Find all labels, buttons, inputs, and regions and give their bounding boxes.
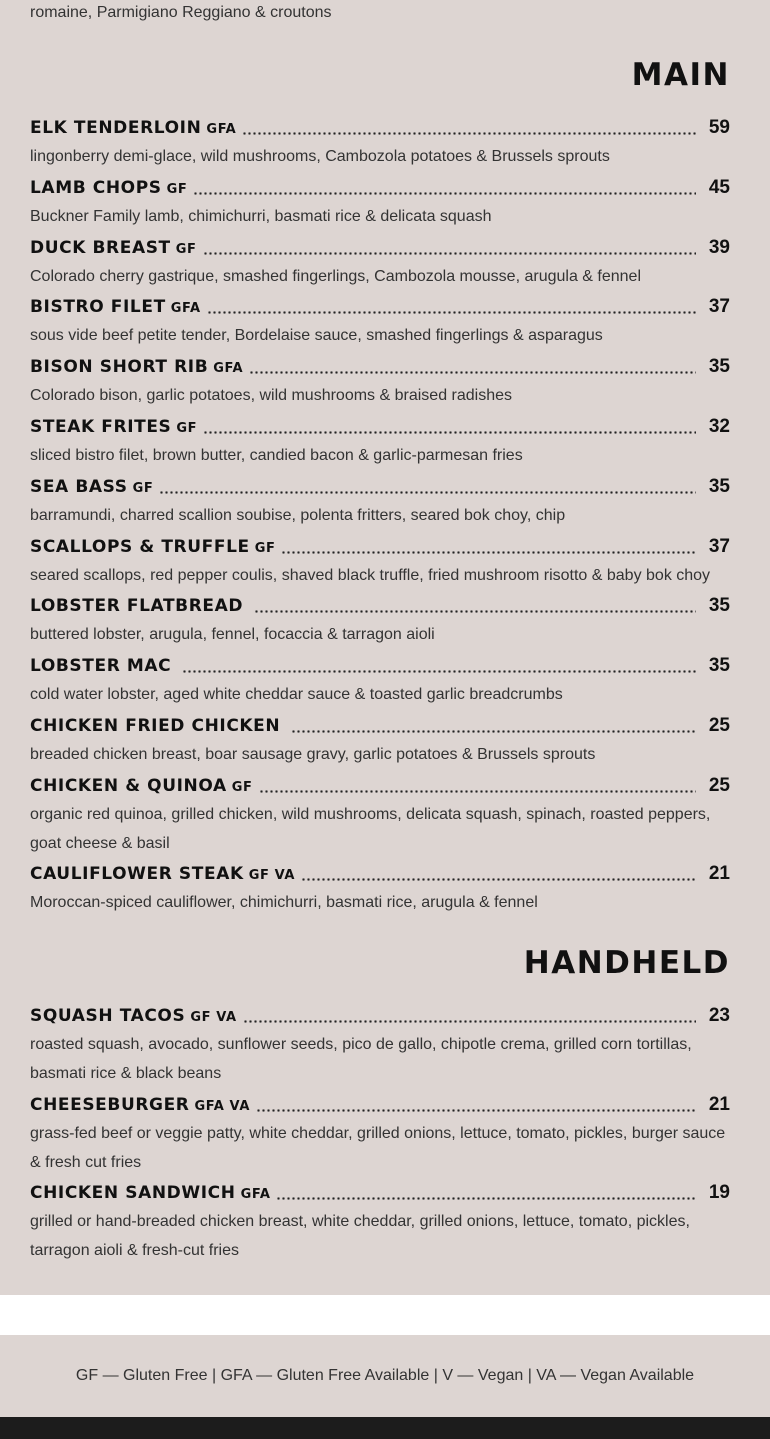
legend-text: GF — Gluten Free | GFA — Gluten Free Available | V — Vegan | VA — Vegan Available [75,1367,695,1384]
item-tag: GF VA [248,868,296,883]
item-tag: GF VA [190,1010,237,1025]
item-tag: GFA VA [194,1099,250,1114]
item-price: 23 [708,1005,730,1026]
item-description: Moroccan-spiced cauliflower, chimichurri, basmati rice, arugula & fennel [30,894,538,911]
menu-item [30,775,730,858]
item-description: Colorado bison, garlic potatoes, wild mushrooms & braised radishes [30,387,513,404]
section-title-handheld: HANDHELD [523,945,730,981]
menu-item [30,655,730,709]
item-description: grass-fed beef or veggie patty, white cheddar, grilled onions, lettuce, tomato, pickles, burger sauce & fresh cut fries [30,1125,726,1171]
item-name: BISTRO FILET [30,297,166,317]
dot-leader [301,878,696,881]
item-description: romaine, Parmigiano Reggiano & croutons [30,4,332,21]
dot-leader [243,1020,696,1023]
dot-leader [249,371,696,374]
item-tag: GF [175,242,197,257]
item-price: 35 [708,655,730,676]
item-price: 37 [708,296,730,317]
item-description: roasted squash, avocado, sunflower seeds, pico de gallo, chipotle crema, grilled corn tortillas, basmati rice & black beans [30,1036,692,1082]
menu-item [30,536,730,590]
item-tag: GF [176,421,198,436]
item-name: SEA BASS [30,477,128,497]
item-description: sous vide beef petite tender, Bordelaise sauce, smashed fingerlings & asparagus [30,327,603,344]
item-price: 35 [708,356,730,377]
item-name: CHICKEN FRIED CHICKEN [30,716,281,736]
section-title-main: MAIN [631,57,730,93]
item-price: 25 [708,715,730,736]
item-description: breaded chicken breast, boar sausage gravy, garlic potatoes & Brussels sprouts [30,746,596,763]
dot-leader [207,311,696,314]
dot-leader [203,431,696,434]
item-name: SCALLOPS & TRUFFLE [30,537,250,557]
menu-item [30,356,730,410]
item-price: 25 [708,775,730,796]
item-tag: GFA [170,301,201,316]
menu-item [30,177,730,231]
item-tag: GF [231,780,253,795]
menu-item [30,476,730,530]
menu-item [30,1182,730,1265]
item-price: 35 [708,595,730,616]
item-description: buttered lobster, arugula, fennel, focaccia & tarragon aioli [30,626,435,643]
dot-leader [276,1197,696,1200]
item-price: 45 [708,177,730,198]
item-description: cold water lobster, aged white cheddar sauce & toasted garlic breadcrumbs [30,686,563,703]
dot-leader [254,610,696,613]
item-description: grilled or hand-breaded chicken breast, white cheddar, grilled onions, lettuce, tomato, pickles, tarragon aioli & fresh-cut fries [30,1213,690,1259]
item-price: 21 [708,863,730,884]
menu-item [30,595,730,649]
item-name: LOBSTER MAC [30,656,172,676]
dot-leader [281,551,696,554]
item-description: seared scallops, red pepper coulis, shaved black truffle, fried mushroom risotto & baby bok choy [30,567,711,584]
item-name: BISON SHORT RIB [30,357,209,377]
item-name: CHEESEBURGER [30,1095,190,1115]
menu-item [30,1094,730,1177]
menu-item [30,1005,730,1088]
item-name: STEAK FRITES [30,417,172,437]
item-tag: GFA [240,1187,271,1202]
item-price: 35 [708,476,730,497]
item-tag: GF [132,481,154,496]
item-price: 37 [708,536,730,557]
dot-leader [259,790,696,793]
dot-leader [193,192,696,195]
item-name: DUCK BREAST [30,238,171,258]
menu-item [30,296,730,350]
menu-item [30,416,730,470]
item-description: organic red quinoa, grilled chicken, wild mushrooms, delicata squash, spinach, roasted peppers, goat cheese & basil [30,806,711,852]
item-tag: GFA [206,122,237,137]
dot-leader [159,491,696,494]
item-tag: GFA [213,361,244,376]
item-tag: GF [166,182,188,197]
item-description: Buckner Family lamb, chimichurri, basmati rice & delicata squash [30,208,492,225]
item-price: 59 [708,117,730,138]
footer-bar [0,1417,770,1439]
menu-item [30,863,730,917]
item-price: 32 [708,416,730,437]
dietary-legend [0,1335,770,1417]
item-tag: GF [254,541,276,556]
dot-leader [203,252,696,255]
item-name: SQUASH TACOS [30,1006,186,1026]
item-description: barramundi, charred scallion soubise, polenta fritters, seared bok choy, chip [30,507,566,524]
item-name: CHICKEN & QUINOA [30,776,227,796]
menu-item [30,117,730,171]
item-name: LOBSTER FLATBREAD [30,596,244,616]
item-description: sliced bistro filet, brown butter, candied bacon & garlic-parmesan fries [30,447,523,464]
dot-leader [182,670,696,673]
menu-item [30,237,730,291]
item-name: CHICKEN SANDWICH [30,1183,236,1203]
item-price: 21 [708,1094,730,1115]
item-price: 39 [708,237,730,258]
section-gap [0,1295,770,1335]
item-price: 19 [708,1182,730,1203]
item-name: CAULIFLOWER STEAK [30,864,244,884]
menu-item [30,715,730,769]
item-name: ELK TENDERLOIN [30,118,202,138]
dot-leader [256,1109,696,1112]
item-description: Colorado cherry gastrique, smashed fingerlings, Cambozola mousse, arugula & fennel [30,268,641,285]
item-name: LAMB CHOPS [30,178,162,198]
dot-leader [242,132,696,135]
item-description: lingonberry demi-glace, wild mushrooms, Cambozola potatoes & Brussels sprouts [30,148,610,165]
dot-leader [291,730,696,733]
